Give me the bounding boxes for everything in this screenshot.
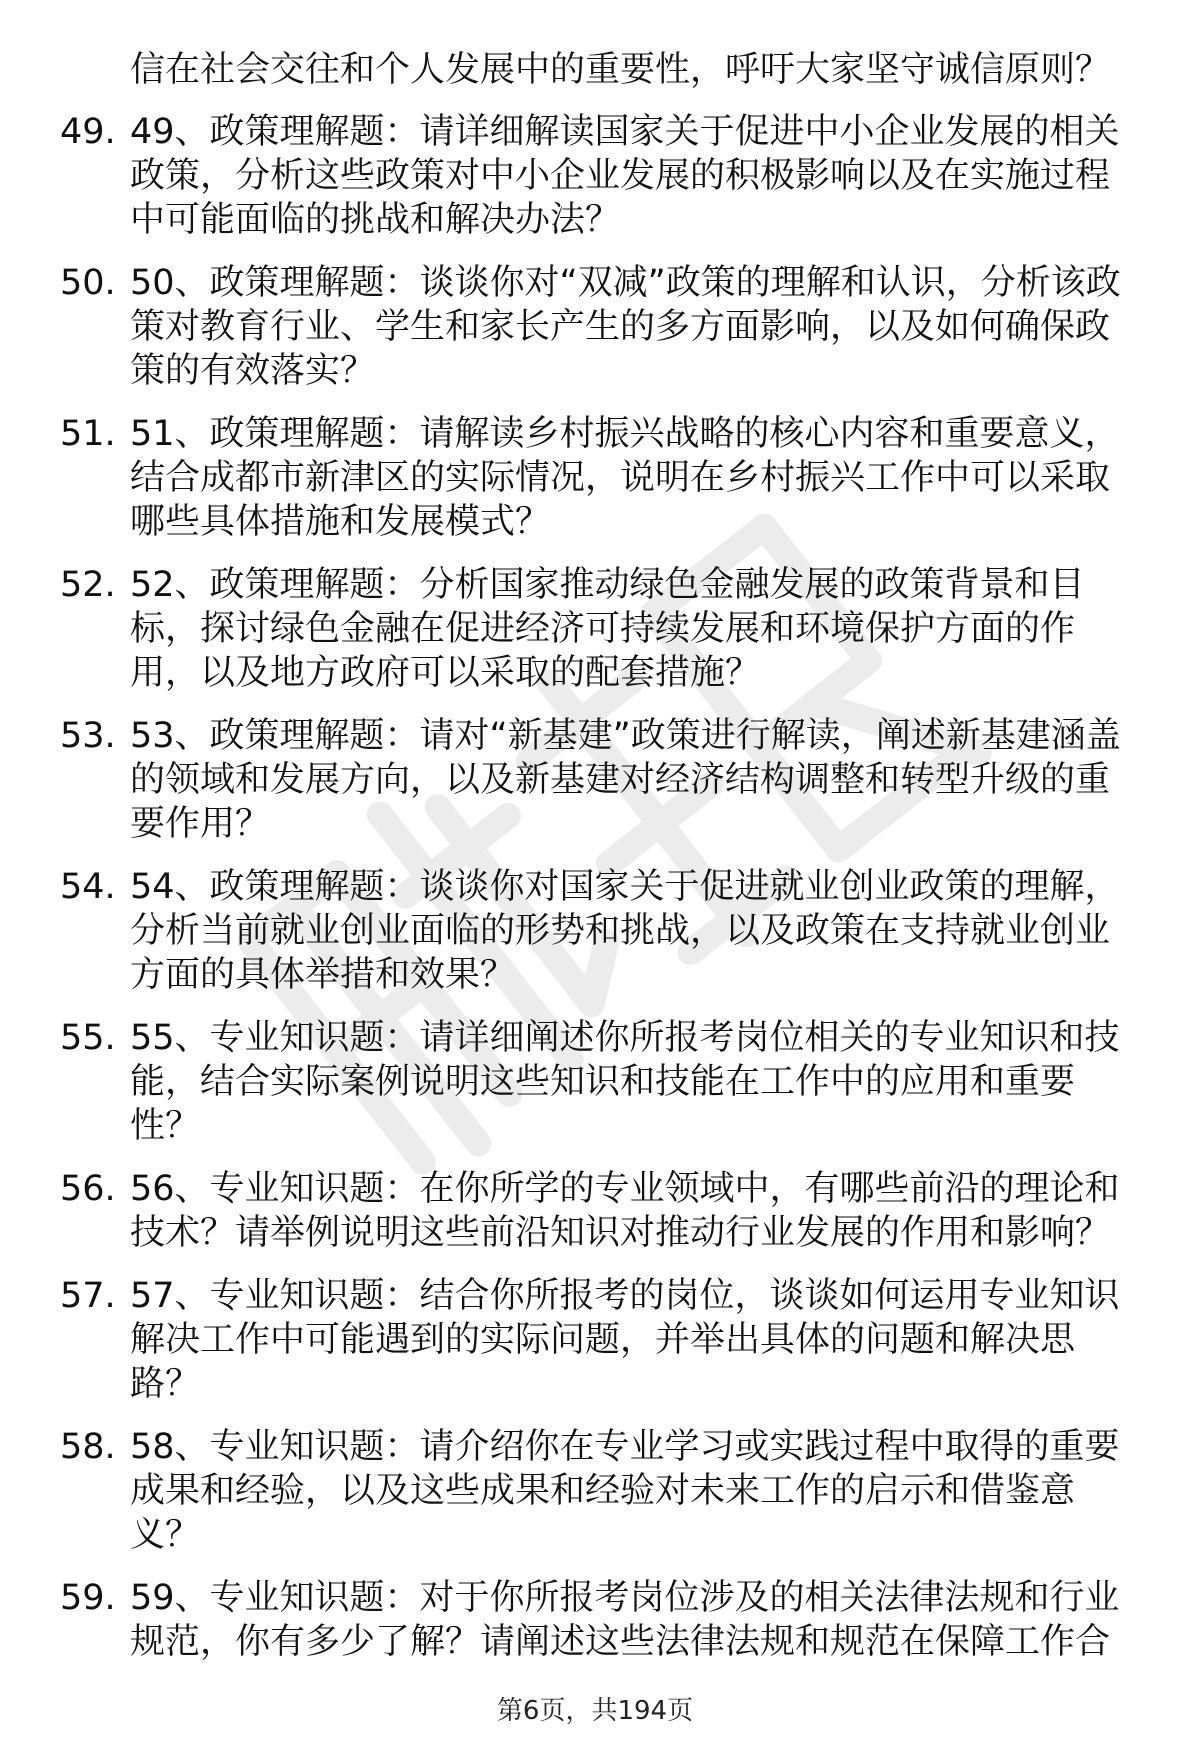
list-item — [0, 1016, 1190, 1148]
question-number: 49. — [60, 112, 116, 152]
list-item — [0, 714, 1190, 846]
question-line: 政策，分析这些政策对中小企业发展的积极影响以及在实施过程 — [130, 156, 1111, 196]
question-line: 性？ — [130, 1106, 201, 1146]
question-number: 59. — [60, 1578, 116, 1618]
question-line: 58、专业知识题：请介绍你在专业学习或实践过程中取得的重要 — [130, 1427, 1120, 1467]
question-text — [130, 1576, 1155, 1664]
question-line: 56、专业知识题：在你所学的专业领域中，有哪些前沿的理论和 — [130, 1169, 1120, 1209]
question-text — [130, 865, 1155, 997]
question-line: 策的有效落实？ — [130, 351, 376, 391]
question-text — [130, 110, 1155, 242]
question-text — [130, 1425, 1155, 1557]
question-line: 要作用？ — [130, 804, 271, 844]
question-line: 解决工作中可能遇到的实际问题，并举出具体的问题和解决思 — [130, 1320, 1076, 1360]
question-text — [130, 1274, 1155, 1406]
question-line: 结合成都市新津区的实际情况，说明在乡村振兴工作中可以采取 — [130, 458, 1111, 498]
question-number: 51. — [60, 414, 116, 454]
list-item — [0, 1576, 1190, 1664]
question-line: 规范，你有多少了解？请阐述这些法律法规和规范在保障工作合 — [130, 1622, 1111, 1662]
question-line: 52、政策理解题：分析国家推动绿色金融发展的政策背景和目 — [130, 565, 1085, 605]
question-line: 义？ — [130, 1515, 201, 1555]
page-footer: 第6页，共194页 — [496, 1696, 694, 1726]
question-line: 用，以及地方政府可以采取的配套措施？ — [130, 653, 761, 693]
question-number: 50. — [60, 263, 116, 303]
question-text — [130, 714, 1155, 846]
question-line: 中可能面临的挑战和解决办法？ — [130, 200, 621, 240]
question-number: 56. — [60, 1169, 116, 1209]
question-line: 标，探讨绿色金融在促进经济可持续发展和环境保护方面的作 — [130, 609, 1076, 649]
question-number: 57. — [60, 1276, 116, 1316]
question-text — [130, 261, 1155, 393]
list-item — [0, 563, 1190, 695]
list-item — [0, 1167, 1190, 1255]
question-line: 策对教育行业、学生和家长产生的多方面影响，以及如何确保政 — [130, 307, 1111, 347]
question-line: 57、专业知识题：结合你所报考的岗位，谈谈如何运用专业知识 — [130, 1276, 1120, 1316]
question-line: 哪些具体措施和发展模式？ — [130, 502, 551, 542]
question-line: 的领域和发展方向，以及新基建对经济结构调整和转型升级的重 — [130, 760, 1111, 800]
question-list — [0, 110, 1190, 1683]
question-line: 路？ — [130, 1364, 201, 1404]
question-line: 分析当前就业创业面临的形势和挑战，以及政策在支持就业创业 — [130, 911, 1111, 951]
list-item — [0, 412, 1190, 544]
question-line: 能，结合实际案例说明这些知识和技能在工作中的应用和重要 — [130, 1062, 1076, 1102]
question-line: 59、专业知识题：对于你所报考岗位涉及的相关法律法规和行业 — [130, 1578, 1120, 1618]
question-text — [130, 1016, 1155, 1148]
question-line: 54、政策理解题：谈谈你对国家关于促进就业创业政策的理解， — [130, 867, 1120, 907]
question-number: 54. — [60, 867, 116, 907]
question-text — [130, 1167, 1155, 1255]
continuation-line: 信在社会交往和个人发展中的重要性，呼吁大家坚守诚信原则？ — [130, 50, 1111, 90]
question-line: 50、政策理解题：谈谈你对“双减”政策的理解和认识，分析该政 — [130, 263, 1121, 303]
list-item — [0, 1274, 1190, 1406]
question-line: 49、政策理解题：请详细解读国家关于促进中小企业发展的相关 — [130, 112, 1120, 152]
question-line: 技术？请举例说明这些前沿知识对推动行业发展的作用和影响？ — [130, 1213, 1111, 1253]
list-item — [0, 110, 1190, 242]
question-number: 58. — [60, 1427, 116, 1467]
list-item — [0, 261, 1190, 393]
list-item — [0, 1425, 1190, 1557]
question-line: 53、政策理解题：请对“新基建”政策进行解读，阐述新基建涵盖 — [130, 716, 1121, 756]
question-line: 方面的具体举措和效果？ — [130, 955, 516, 995]
question-text — [130, 412, 1155, 544]
question-number: 55. — [60, 1018, 116, 1058]
question-line: 51、政策理解题：请解读乡村振兴战略的核心内容和重要意义， — [130, 414, 1120, 454]
question-number: 53. — [60, 716, 116, 756]
question-text — [130, 563, 1155, 695]
question-line: 55、专业知识题：请详细阐述你所报考岗位相关的专业知识和技 — [130, 1018, 1120, 1058]
question-line: 成果和经验，以及这些成果和经验对未来工作的启示和借鉴意 — [130, 1471, 1076, 1511]
question-number: 52. — [60, 565, 116, 605]
list-item — [0, 865, 1190, 997]
